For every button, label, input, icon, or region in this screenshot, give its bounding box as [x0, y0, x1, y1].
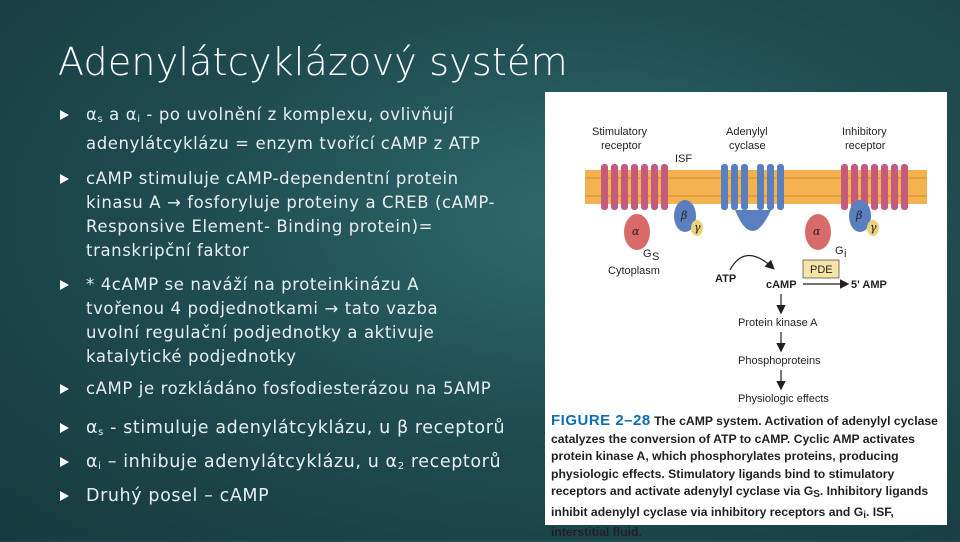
bullet-line: cAMP stimuluje cAMP-dependentní protein: [86, 169, 459, 188]
bullet-alpha-release: [60, 103, 481, 156]
adenylyl-cyclase-label: Adenylyl: [726, 126, 768, 138]
bullet-line: Responsive Element- Binding protein)=: [86, 217, 434, 236]
svg-text:i: i: [844, 248, 847, 260]
camp-diagram: [545, 92, 947, 412]
bullet-pde-degradation: [60, 377, 491, 401]
bullet-line: * 4cAMP se naváží na proteinkinázu A: [86, 275, 420, 294]
svg-text:β: β: [681, 209, 688, 222]
bullet-line: adenylátcyklázu = enzym tvořící cAMP z ATP: [86, 134, 481, 153]
inhibitory-receptor: [841, 164, 908, 210]
bullet-arrow-icon: [60, 423, 69, 433]
atp-camp-arrow: [730, 255, 773, 270]
bullet-arrow-icon: [60, 174, 69, 184]
pde-label: PDE: [810, 264, 833, 276]
svg-text:γ: γ: [694, 221, 701, 234]
effects-label: Physiologic effects: [738, 393, 829, 405]
pka-label: Protein kinase A: [738, 317, 818, 329]
bullet-line: $\alpha_s$ - stimuluje adenylátcyklázu, u β receptorů: [86, 418, 506, 438]
bullet-line: $\alpha_i$ – inhibuje adenylátcyklázu, u $\alpha_2$ receptorů: [86, 452, 502, 472]
bullet-line: tvořenou 4 podjednotkami → tato vazba: [86, 299, 439, 318]
bullet-line: Druhý posel – cAMP: [86, 486, 270, 506]
svg-text:α: α: [813, 225, 821, 238]
svg-text:G: G: [643, 248, 652, 260]
svg-text:G: G: [835, 245, 844, 257]
bullet-arrow-icon: [60, 457, 69, 467]
bullet-second-messenger: [60, 484, 269, 508]
camp-label: cAMP: [766, 279, 797, 291]
bullet-line: transkripční faktor: [86, 241, 250, 260]
cytoplasm-label: Cytoplasm: [608, 265, 660, 277]
stim-receptor-label: Stimulatory: [592, 126, 648, 138]
svg-text:S: S: [652, 251, 660, 263]
svg-text:α: α: [632, 225, 640, 238]
amp5-label: 5' AMP: [851, 279, 887, 291]
bullet-line: $\alpha_s$ a $\alpha_i$ - po uvolnění z komplexu, ovlivňují: [86, 105, 454, 125]
phospho-label: Phosphoproteins: [738, 355, 821, 367]
bullet-alpha-i: [60, 450, 501, 479]
bullet-camp-stimulates: [60, 167, 495, 263]
adenylyl-cyclase-label-2: cyclase: [729, 140, 766, 152]
bullet-line: kinasu A → fosforyluje proteiny a CREB (cAMP-: [86, 193, 496, 212]
bullet-arrow-icon: [60, 280, 69, 290]
bullet-line: cAMP je rozkládáno fosfodiesterázou na 5AMP: [86, 379, 492, 398]
bullet-arrow-icon: [60, 384, 69, 394]
figure-caption: FIGURE 2–28 The cAMP system. Activation of adenylyl cyclase catalyzes the conversion of ATP to cAMP. Cyclic AMP activates protein kinase A, which phosphorylates proteins, producing physiologic effects. Stimulatory ligands bind to stimulatory receptors and activate adenylyl cyclase via $G_S$. Inhibitory ligands inhibit adenylyl cyclase via inhibitory receptors and $G_i$. ISF, interstitial fluid.: [551, 412, 938, 539]
bullet-alpha-s: [60, 416, 505, 445]
inhib-receptor-label: Inhibitory: [842, 126, 887, 138]
figure-number: FIGURE 2–28: [551, 412, 651, 429]
bullet-line: katalytické podjednotky: [86, 347, 297, 366]
bullet-pka-binding: [60, 273, 438, 369]
isf-label: ISF: [675, 153, 693, 165]
stimulatory-receptor: [601, 164, 668, 210]
camp-system-figure: [545, 92, 947, 539]
bullet-arrow-icon: [60, 110, 69, 120]
bullet-line: uvolní regulační podjednotky a aktivuje: [86, 323, 435, 342]
inhib-receptor-label-2: receptor: [845, 140, 886, 152]
svg-text:γ: γ: [870, 221, 877, 234]
atp-label: ATP: [715, 273, 737, 285]
svg-text:β: β: [856, 209, 863, 222]
bullet-arrow-icon: [60, 491, 69, 501]
stim-receptor-label-2: receptor: [601, 140, 642, 152]
slide-title: Adenylátcyklázový systém: [58, 40, 568, 84]
